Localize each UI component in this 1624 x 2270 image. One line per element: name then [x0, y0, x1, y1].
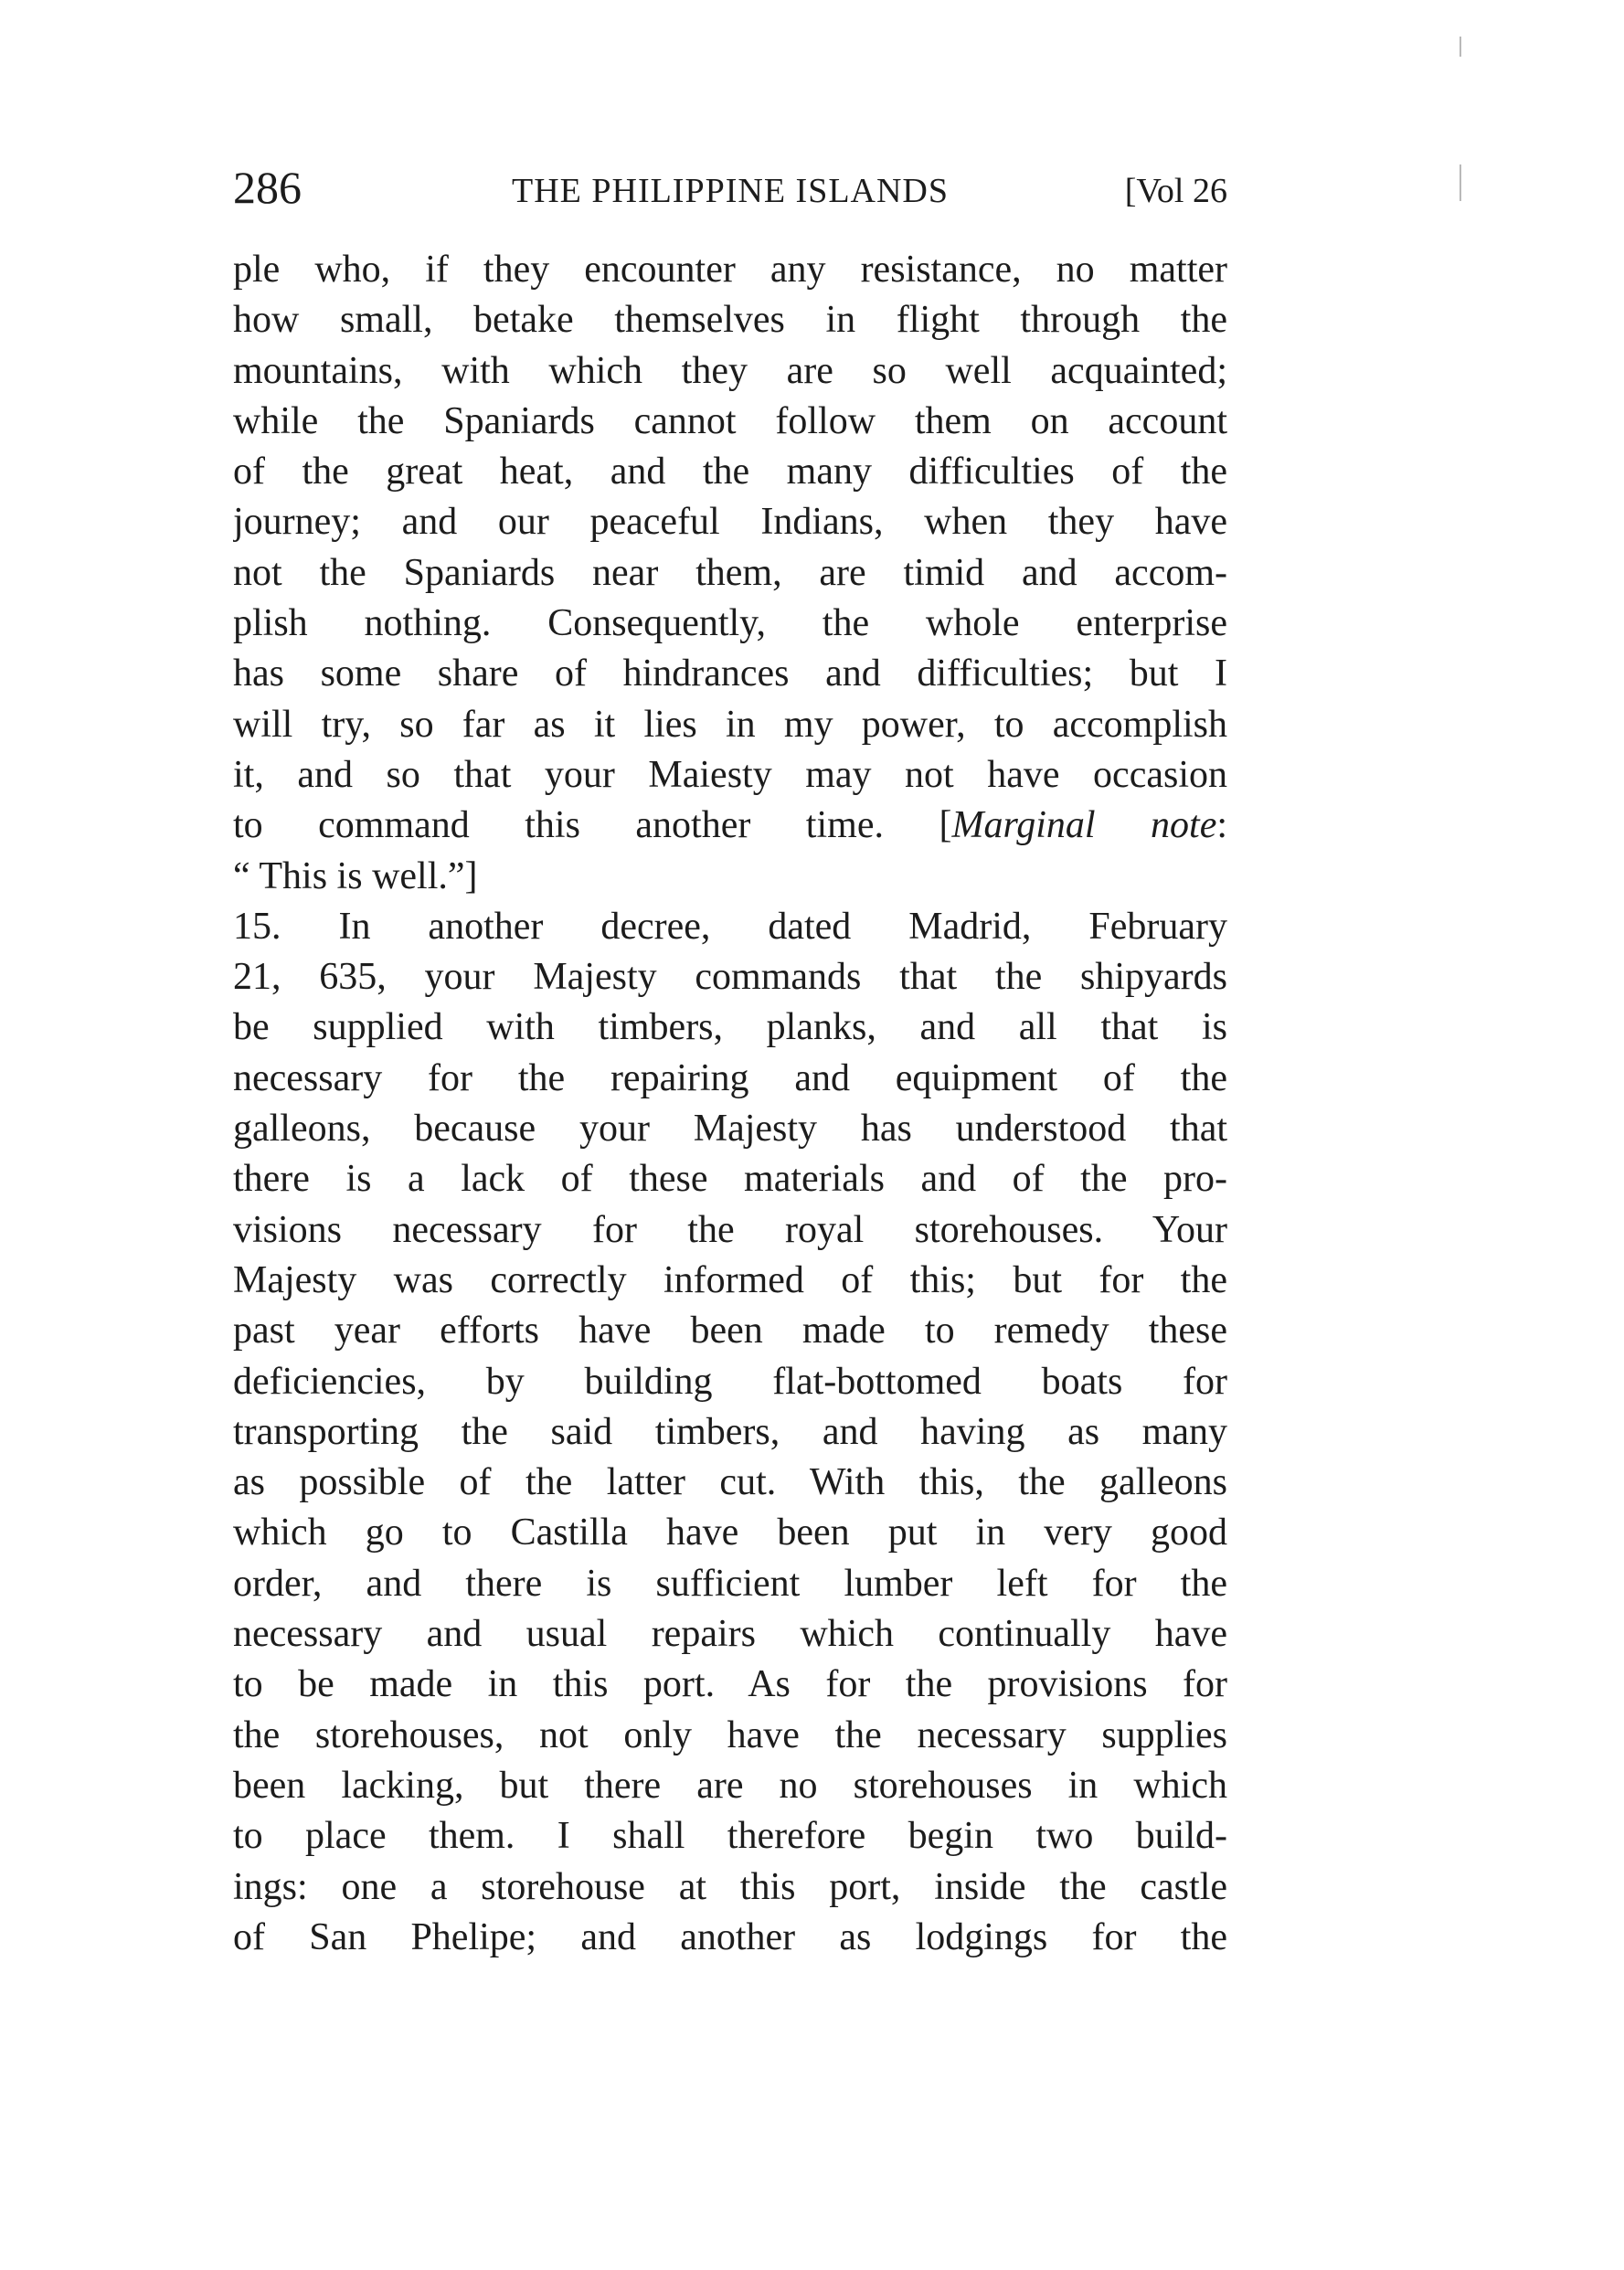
- text-line: to place them. I shall therefore begin two build-: [233, 1815, 1227, 1858]
- text-line: while the Spaniards cannot follow them on account: [233, 399, 1227, 442]
- text-line: as possible of the latter cut. With this, the galleons: [233, 1461, 1227, 1504]
- text-line: of San Phelipe; and another as lodgings for the: [233, 1915, 1227, 1958]
- marginal-note-colon: :: [1216, 804, 1227, 847]
- volume-label: [Vol 26: [1124, 172, 1227, 210]
- marginal-note-bracket: [: [939, 804, 952, 847]
- text-segment: to command this another time.: [233, 804, 884, 847]
- text-line: been lacking, but there are no storehouses in which: [233, 1764, 1227, 1807]
- text-line: necessary for the repairing and equipment of the: [233, 1056, 1227, 1099]
- text-line: which go to Castilla have been put in very good: [233, 1512, 1227, 1554]
- marginal-note: [939, 804, 1227, 846]
- text-line: ple who, if they encounter any resistance, no matter: [233, 249, 1227, 291]
- text-line: visions necessary for the royal storehouses. Your: [233, 1208, 1227, 1251]
- running-title: THE PHILIPPINE ISLANDS: [512, 172, 949, 210]
- text-line: transporting the said timbers, and having as many: [233, 1410, 1227, 1453]
- text-line: has some share of hindrances and difficulties; but I: [233, 652, 1227, 695]
- text-line: the storehouses, not only have the necessary supplies: [233, 1713, 1227, 1756]
- text-line: ings: one a storehouse at this port, inside the castle: [233, 1865, 1227, 1908]
- text-line-with-marginal-note: [233, 801, 1227, 851]
- text-line: to be made in this port. As for the provisions for: [233, 1663, 1227, 1706]
- text-line: mountains, with which they are so well acquainted;: [233, 349, 1227, 392]
- text-line: deficiencies, by building flat-bottomed boats for: [233, 1360, 1227, 1403]
- page-text: [233, 245, 1227, 1963]
- text-line: galleons, because your Majesty has understood that: [233, 1108, 1227, 1151]
- text-line: 21, 635, your Majesty commands that the shipyards: [233, 956, 1227, 999]
- text-line: of the great heat, and the many difficulties of the: [233, 451, 1227, 493]
- text-line: there is a lack of these materials and of the pro-: [233, 1158, 1227, 1201]
- page-header: [233, 155, 1227, 219]
- text-line: it, and so that your Maiesty may not have occasion: [233, 753, 1227, 796]
- scan-edge-mark: [1459, 164, 1461, 201]
- text-line: order, and there is sufficient lumber left for the: [233, 1562, 1227, 1605]
- text-line: plish nothing. Consequently, the whole enterprise: [233, 602, 1227, 645]
- text-line: past year efforts have been made to remedy these: [233, 1310, 1227, 1352]
- text-line: how small, betake themselves in flight through the: [233, 299, 1227, 342]
- text-line: not the Spaniards near them, are timid and accom-: [233, 551, 1227, 594]
- text-line: journey; and our peaceful Indians, when they have: [233, 501, 1227, 544]
- text-line: will try, so far as it lies in my power, to accomplish: [233, 703, 1227, 746]
- text-line: necessary and usual repairs which continually have: [233, 1613, 1227, 1656]
- paragraph-start-line: 15. In another decree, dated Madrid, February: [233, 905, 1227, 948]
- text-line: Majesty was correctly informed of this; but for the: [233, 1258, 1227, 1301]
- page-number: 286: [233, 162, 302, 213]
- marginal-note-label: Marginal note: [951, 804, 1217, 847]
- text-line: be supplied with timbers, planks, and all that is: [233, 1006, 1227, 1049]
- scan-edge-mark: [1459, 37, 1461, 57]
- text-line: “ This is well.”]: [233, 854, 478, 897]
